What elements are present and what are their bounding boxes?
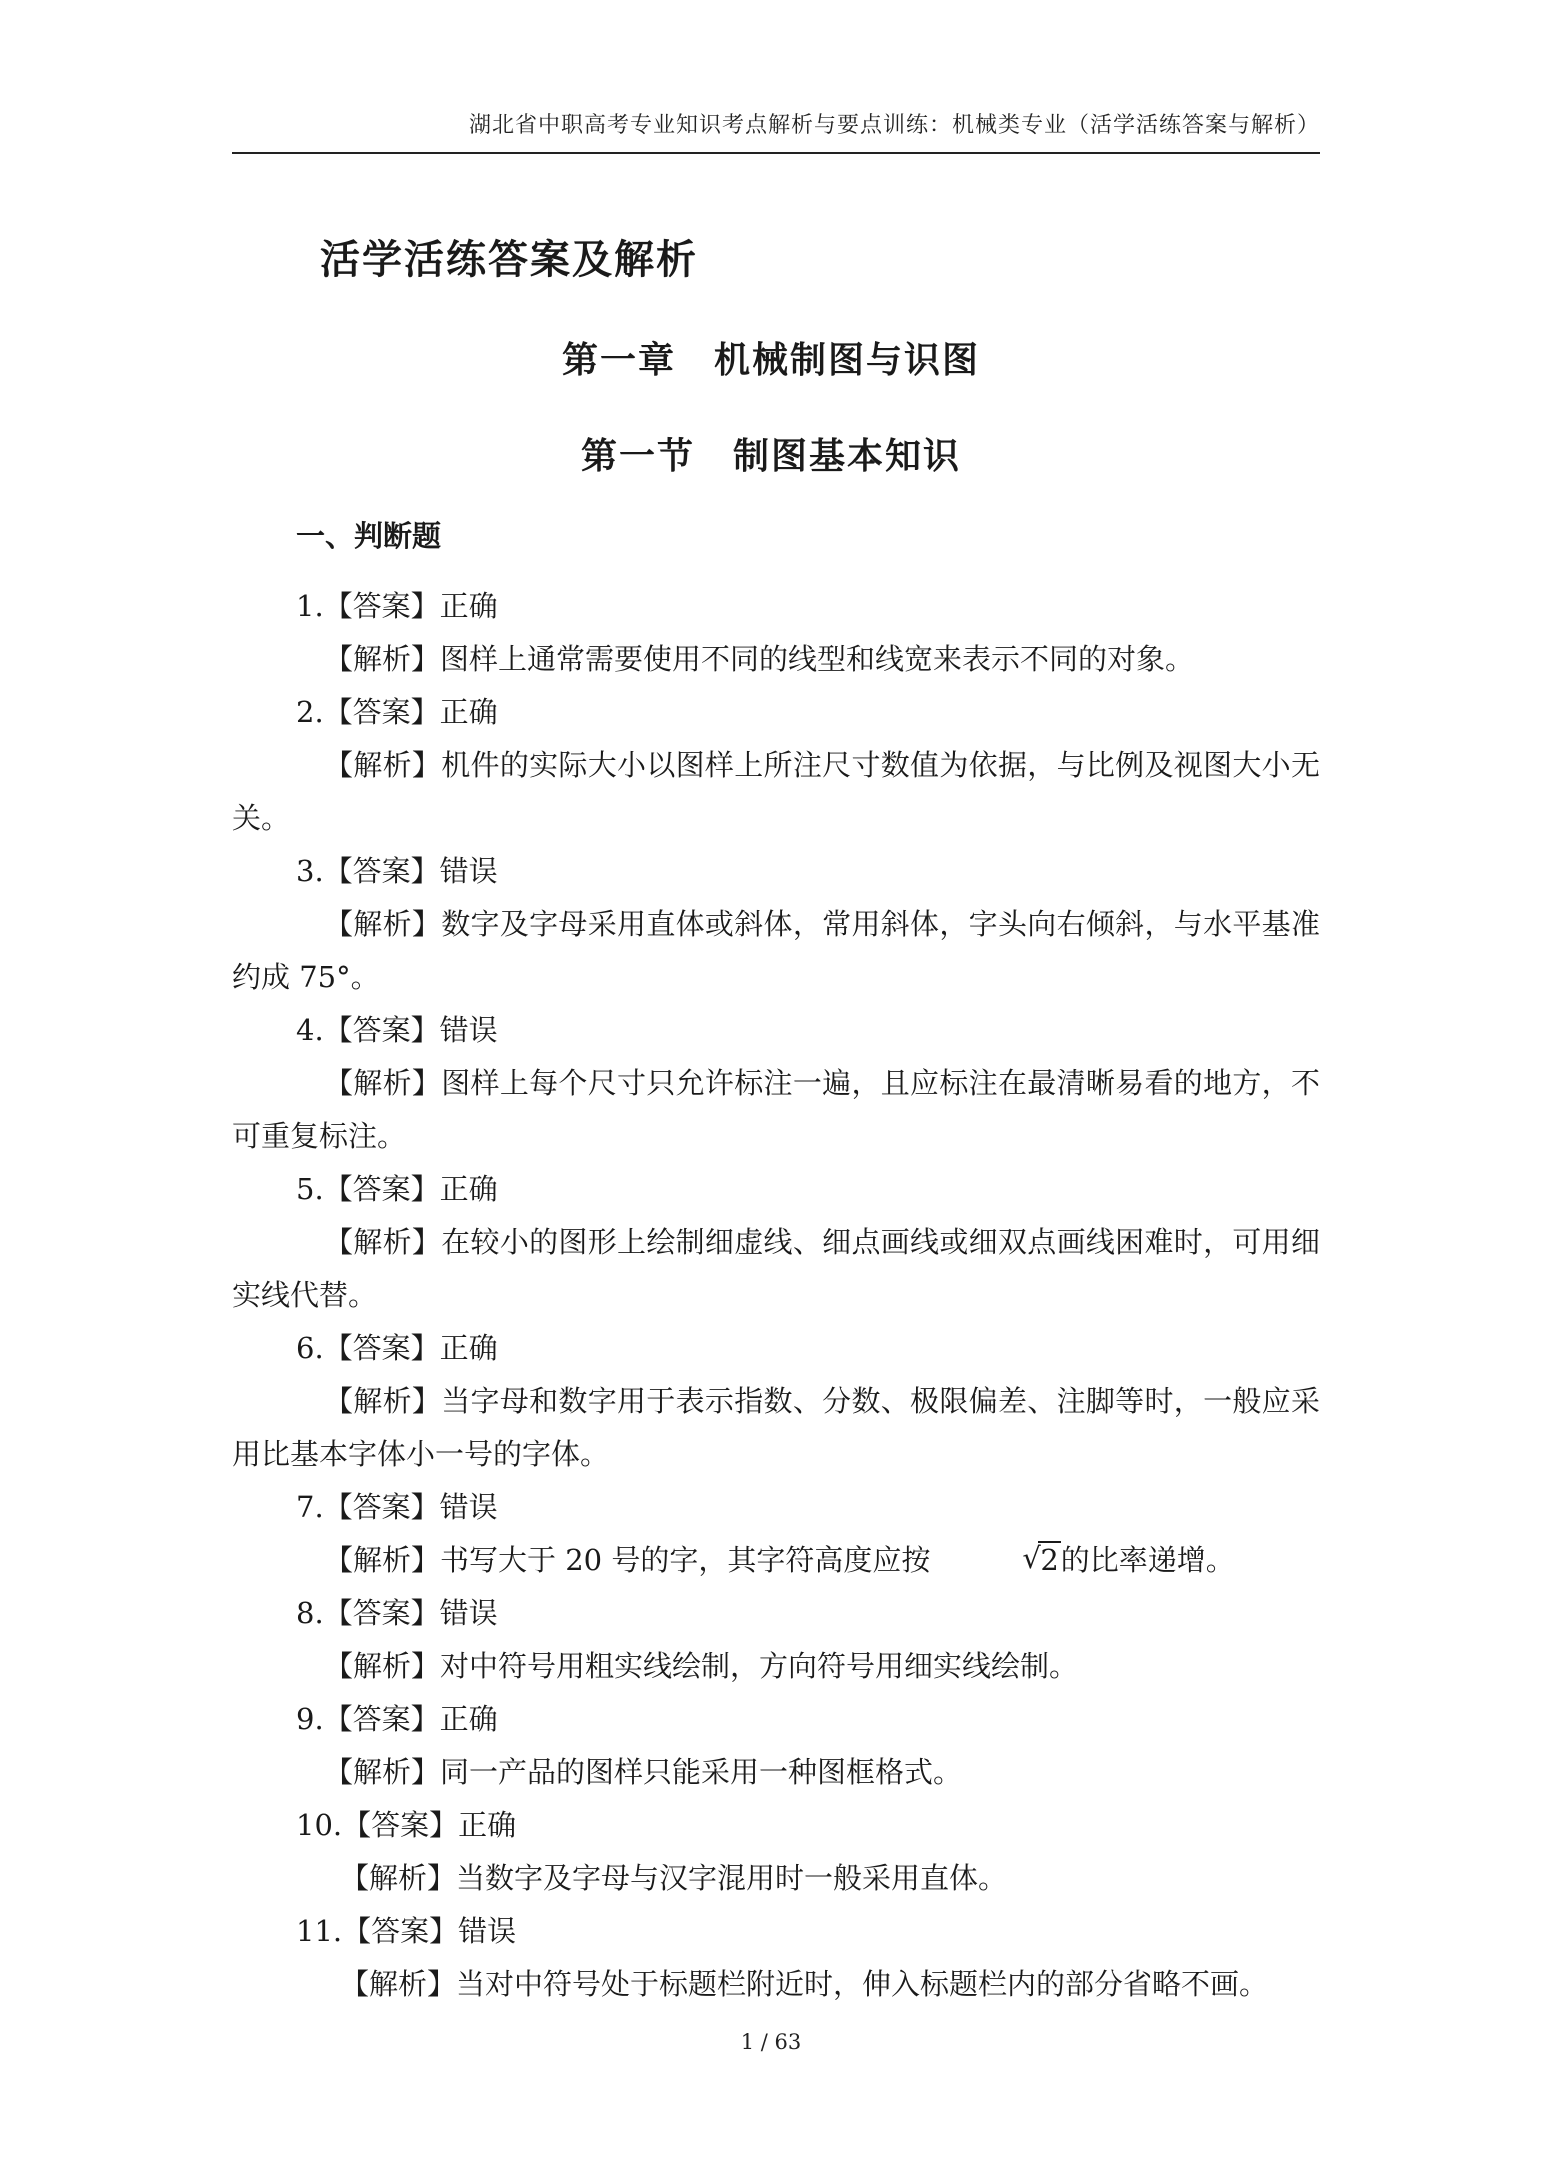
explanation-text: 【解析】图样上通常需要使用不同的线型和线宽来表示不同的对象。 (324, 642, 1195, 676)
qa-item-9 (232, 1693, 1320, 1799)
explanation-text: 【解析】同一产品的图样只能采用一种图框格式。 (324, 1755, 963, 1789)
explanation-text: 【解析】机件的实际大小以图样上所注尺寸数值为依据，与比例及视图大小无关。 (232, 748, 1320, 835)
item-number: 9. (296, 1702, 324, 1736)
answer-text: 【答案】错误 (342, 1914, 517, 1948)
item-number: 10. (296, 1808, 343, 1842)
qa-item-4 (232, 1004, 1320, 1163)
item-number: 2. (296, 695, 324, 729)
item-number: 5. (296, 1172, 324, 1206)
answer-line (232, 1322, 1320, 1375)
item-number: 7. (296, 1490, 324, 1524)
qa-item-8 (232, 1587, 1320, 1693)
explanation-text-after: 的比率递增。 (1060, 1543, 1235, 1577)
square-root-symbol (930, 1534, 1060, 1587)
explanation-text: 【解析】当数字及字母与汉字混用时一般采用直体。 (340, 1861, 1008, 1895)
answer-text: 【答案】错误 (323, 1490, 498, 1524)
answer-line (232, 1693, 1320, 1746)
explanation-text (232, 1534, 1320, 1587)
qa-item-2 (232, 686, 1320, 845)
explanation-text: 【解析】对中符号用粗实线绘制，方向符号用细实线绘制。 (324, 1649, 1079, 1683)
explanation-text-before: 【解析】书写大于 20 号的字，其字符高度应按 (324, 1543, 931, 1577)
answer-line (232, 1163, 1320, 1216)
answer-text: 【答案】正确 (323, 1331, 498, 1365)
answer-text: 【答案】正确 (323, 1172, 498, 1206)
item-number: 11. (296, 1914, 343, 1948)
item-number: 4. (296, 1013, 324, 1047)
section-title: 第一节 制图基本知识 (580, 435, 961, 477)
qa-item-7 (232, 1481, 1320, 1587)
radical-sign-icon: √ (1022, 1541, 1041, 1575)
answer-line (232, 1799, 1320, 1852)
answer-text: 【答案】正确 (323, 695, 498, 729)
qa-list (232, 580, 1320, 2011)
explanation-text: 【解析】当对中符号处于标题栏附近时，伸入标题栏内的部分省略不画。 (340, 1967, 1269, 2001)
running-header: 湖北省中职高考专业知识考点解析与要点训练：机械类专业（活学活练答案与解析） (468, 113, 1320, 138)
qa-item-5 (232, 1163, 1320, 1322)
explanation-text: 【解析】数字及字母采用直体或斜体，常用斜体，字头向右倾斜，与水平基准约成 75°。 (232, 907, 1320, 994)
header-rule (232, 152, 1320, 154)
answer-line (232, 1481, 1320, 1534)
radicand: 2 (1040, 1543, 1059, 1577)
answer-text: 【答案】正确 (323, 589, 498, 623)
answer-line (232, 686, 1320, 739)
explanation-text: 【解析】图样上每个尺寸只允许标注一遍，且应标注在最清晰易看的地方，不可重复标注。 (232, 1066, 1320, 1153)
answer-text: 【答案】正确 (342, 1808, 517, 1842)
qa-item-6 (232, 1322, 1320, 1481)
answer-line (232, 580, 1320, 633)
answer-line (232, 1905, 1320, 1958)
answer-line (232, 1587, 1320, 1640)
explanation-text: 【解析】在较小的图形上绘制细虚线、细点画线或细双点画线困难时，可用细实线代替。 (232, 1225, 1320, 1312)
item-number: 6. (296, 1331, 324, 1365)
qa-item-1 (232, 580, 1320, 686)
document-title: 活学活练答案及解析 (320, 236, 698, 283)
item-number: 3. (296, 854, 324, 888)
answer-text: 【答案】正确 (323, 1702, 498, 1736)
item-number: 1. (296, 589, 324, 623)
qa-item-11 (232, 1905, 1320, 2011)
item-number: 8. (296, 1596, 324, 1630)
page-number: 1 / 63 (740, 2030, 802, 2054)
answer-line (232, 1004, 1320, 1057)
qa-item-10 (232, 1799, 1320, 1905)
answer-text: 【答案】错误 (323, 1013, 498, 1047)
qa-item-3 (232, 845, 1320, 1004)
answer-text: 【答案】错误 (323, 854, 498, 888)
chapter-title: 第一章 机械制图与识图 (561, 339, 980, 381)
part-heading: 一、判断题 (296, 519, 442, 553)
explanation-text: 【解析】当字母和数字用于表示指数、分数、极限偏差、注脚等时，一般应采用比基本字体小一号的字体。 (232, 1384, 1320, 1471)
answer-line (232, 845, 1320, 898)
answer-text: 【答案】错误 (323, 1596, 498, 1630)
